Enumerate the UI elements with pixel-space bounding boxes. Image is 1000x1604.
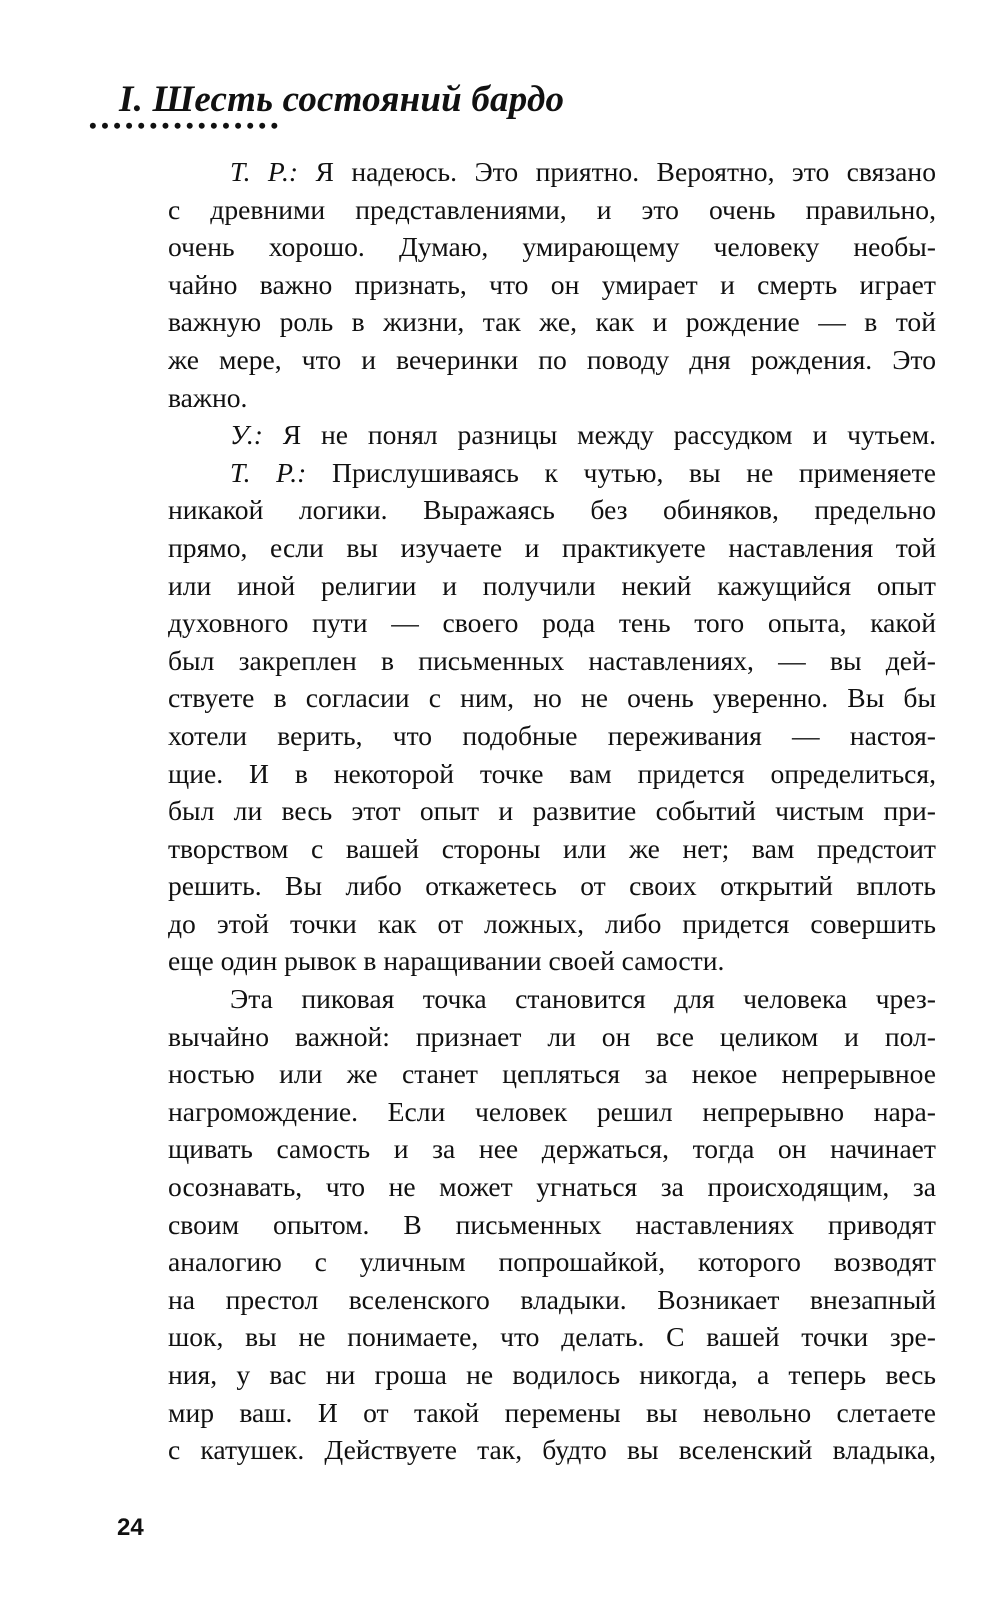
text-line: или иной религии и получили некий кажущийся опыт: [168, 569, 936, 601]
page-number: 24: [117, 1514, 144, 1541]
text-line: творством с вашей стороны или же нет; вам предстоит: [168, 832, 936, 864]
speaker-label: У.:: [230, 419, 263, 451]
text-line: на престол вселенского владыки. Возникает внезапный: [168, 1283, 936, 1315]
text-line: важную роль в жизни, так же, как и рождение — в той: [168, 306, 936, 338]
text-line: очень хорошо. Думаю, умирающему человеку необы-: [168, 231, 936, 263]
text-line: никакой логики. Выражаясь без обиняков, предельно: [168, 494, 936, 526]
text-line: еще один рывок в наращивании своей самости.: [168, 945, 725, 977]
text-line: мир ваш. И от такой перемены вы невольно слетаете: [168, 1396, 936, 1428]
text-line: Т. Р.: Я надеюсь. Это приятно. Вероятно, это связано: [230, 156, 936, 187]
text-line: чайно важно признать, что он умирает и смерть играет: [168, 268, 936, 300]
text-line: с катушек. Действуете так, будто вы вселенский владыка,: [168, 1434, 936, 1466]
text-line: У.: Я не понял разницы между рассудком и чутьем.: [230, 419, 936, 451]
text-line: ния, у вас ни гроша не водилось никогда, а теперь весь: [168, 1359, 936, 1390]
text-line: своим опытом. В письменных наставлениях приводят: [168, 1208, 936, 1240]
text-line: нагромождение. Если человек решил непрерывно нара-: [168, 1095, 936, 1127]
text-line: был закреплен в письменных наставлениях, — вы дей-: [168, 644, 936, 676]
text-line: же мере, что и вечеринки по поводу дня рождения. Это: [168, 343, 936, 375]
text-line: Т. Р.: Прислушиваясь к чутью, вы не применяете: [230, 456, 936, 488]
text-line: щивать самость и за нее держаться, тогда он начинает: [168, 1133, 936, 1165]
text-line: шок, вы не понимаете, что делать. С вашей точки зре-: [168, 1321, 936, 1353]
text-line: до этой точки как от ложных, либо придется совершить: [168, 907, 936, 939]
text-line: с древними представлениями, и это очень правильно,: [168, 193, 936, 225]
body-text: [168, 153, 936, 1469]
text-line: осознавать, что не может угнаться за происходящим, за: [168, 1171, 936, 1203]
text-line: духовного пути — своего рода тень того опыта, какой: [168, 607, 936, 639]
text-line: щие. И в некоторой точке вам придется определиться,: [168, 757, 936, 789]
running-head: I. Шесть состояний бардо: [119, 79, 565, 120]
speaker-label: Т. Р.:: [230, 456, 307, 488]
text-line: важно.: [168, 381, 248, 413]
text-line: ностью или же станет цепляться за некое непрерывное: [168, 1058, 936, 1090]
text-line: решить. Вы либо откажетесь от своих открытий вплоть: [168, 870, 936, 902]
text-line: хотели верить, что подобные переживания — настоя-: [168, 719, 936, 751]
speaker-label: Т. Р.:: [230, 156, 299, 187]
text-line: вычайно важной: признает ли он все целиком и пол-: [168, 1020, 936, 1052]
text-line: был ли весь этот опыт и развитие событий чистым при-: [168, 795, 936, 827]
dotted-rule: ••••••••••••••••: [89, 116, 283, 136]
text-line: аналогию с уличным попрошайкой, которого возводят: [168, 1246, 936, 1278]
text-line: прямо, если вы изучаете и практикуете наставления той: [168, 531, 936, 563]
text-line: Эта пиковая точка становится для человека чрез-: [230, 983, 936, 1015]
text-line: ствуете в согласии с ним, но не очень уверенно. Вы бы: [168, 682, 936, 714]
